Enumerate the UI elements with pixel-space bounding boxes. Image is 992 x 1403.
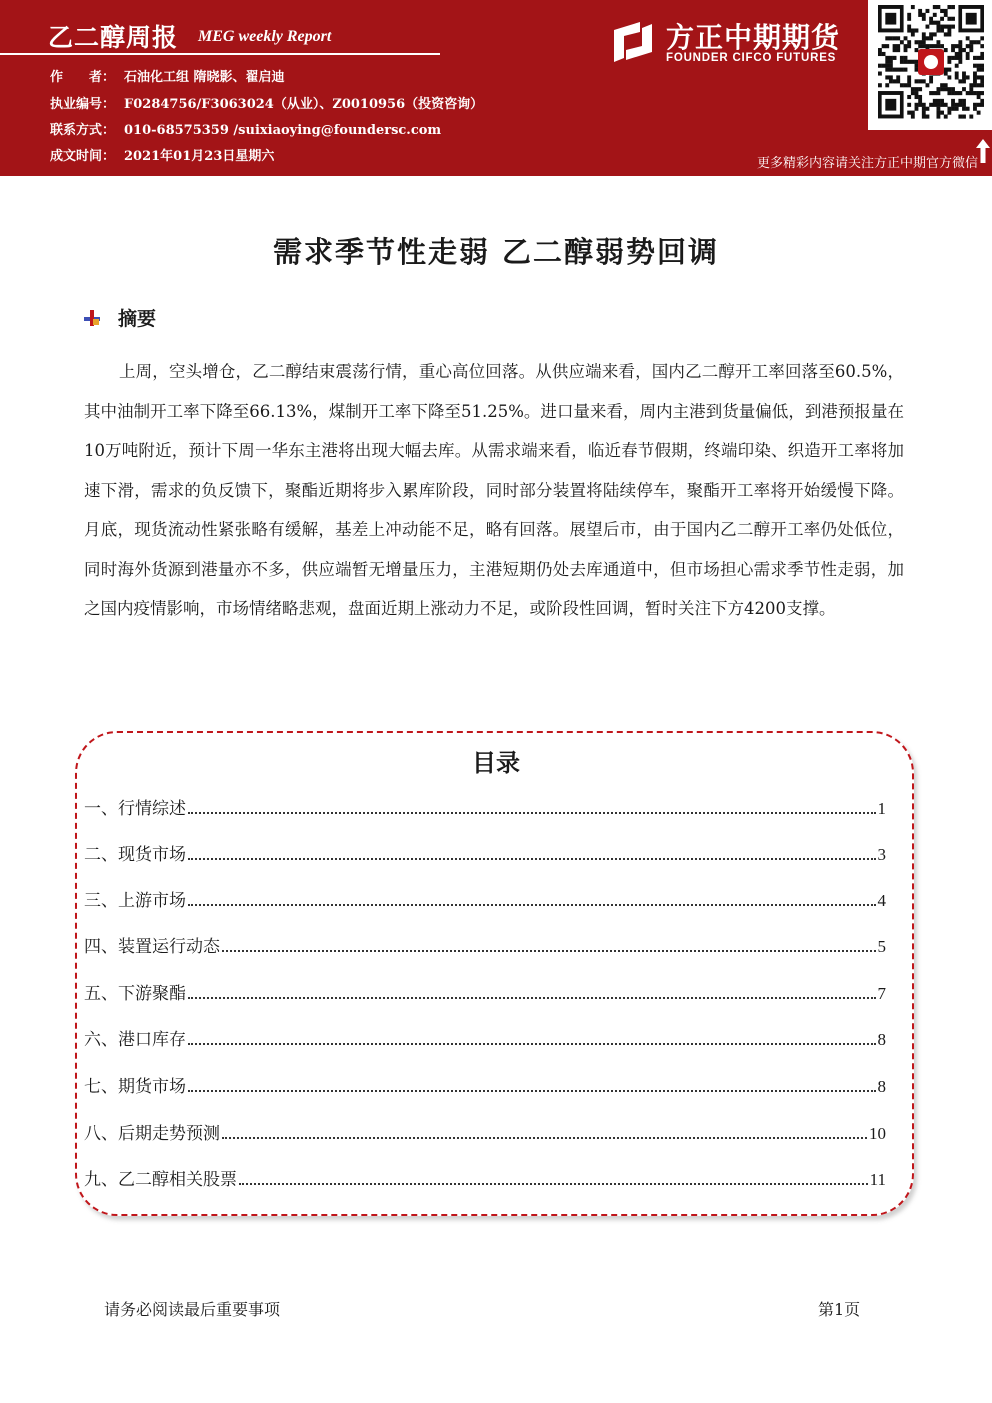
toc-item-label: 八、后期走势预测: [84, 1124, 220, 1144]
meta-date-value: 2021年01月23日星期六: [124, 149, 275, 164]
meta-date: [50, 145, 274, 164]
summary-label: 摘要: [118, 308, 157, 330]
meta-contact: [50, 119, 441, 138]
logo-english-name: FOUNDER CIFCO FUTURES: [666, 52, 837, 64]
toc-leader-dots: [188, 1042, 876, 1045]
toc-item-label: 九、乙二醇相关股票: [84, 1170, 237, 1190]
toc-item-page: 4: [877, 891, 886, 910]
toc-item[interactable]: [84, 933, 886, 957]
toc-item-page: 8: [877, 1030, 886, 1049]
summary-bullet-icon: [82, 308, 102, 328]
toc-title: 目录: [472, 749, 520, 777]
toc-item-page: 5: [877, 937, 886, 956]
toc-item-label: 一、行情综述: [84, 799, 186, 819]
toc-item-page: 10: [869, 1124, 886, 1143]
toc-item[interactable]: [84, 1073, 886, 1097]
toc-leader-dots: [239, 1182, 868, 1185]
meta-contact-value[interactable]: 010-68575359 /suixiaoying@foundersc.com: [124, 123, 442, 138]
meta-license: [50, 93, 483, 112]
report-series-subtitle: MEG weekly Report: [198, 28, 332, 45]
meta-contact-key: 联系方式：: [50, 123, 116, 138]
toc-leader-dots: [188, 903, 876, 906]
summary-paragraph: 上周，空头增仓，乙二醇结束震荡行情，重心高位回落。从供应端来看，国内乙二醇开工率回落至60.5%，其中油制开工率下降至66.13%，煤制开工率下降至51.25%。进口量来看，周内主港到货量偏低，到港预报量在10万吨附近，预计下周一华东主港将出现大幅去库。从需求端来看，临近春节假期，终端印染、织造开工率将加速下滑，需求的负反馈下，聚酯近期将步入累库阶段，同时部分装置将陆续停车，聚酯开工率将开始缓慢下降。月底，现货流动性紧张略有缓解，基差上冲动能不足，略有回落。展望后市，由于国内乙二醇开工率仍处低位，同时海外货源到港量亦不多，供应端暂无增量压力，主港短期仍处去库通道中，但市场担心需求季节性走弱，加之国内疫情影响，市场情绪略悲观，盘面近期上涨动力不足，或阶段性回调，暂时关注下方4200支撑。: [84, 362, 904, 618]
footer-page-number: 第1页: [818, 1300, 861, 1319]
toc-item[interactable]: [84, 887, 886, 911]
toc-leader-dots: [188, 857, 876, 860]
report-header: [0, 0, 992, 176]
toc-item[interactable]: [84, 1120, 886, 1144]
toc-item-page: 1: [877, 799, 886, 818]
meta-author-key: 作 者：: [50, 70, 116, 85]
wechat-qr-code[interactable]: [868, 0, 992, 130]
report-series-title: 乙二醇周报: [48, 23, 179, 52]
toc-item-page: 8: [877, 1077, 886, 1096]
toc-item[interactable]: [84, 795, 886, 819]
toc-item-label: 六、港口库存: [84, 1030, 186, 1050]
toc-item-label: 四、装置运行动态: [84, 937, 220, 957]
report-title: 需求季节性走弱 乙二醇弱势回调: [272, 235, 720, 269]
toc-item-page: 11: [869, 1170, 886, 1189]
meta-license-key: 执业编号：: [50, 97, 116, 112]
toc-item-label: 五、下游聚酯: [84, 984, 186, 1004]
toc-item-label: 七、期货市场: [84, 1077, 186, 1097]
toc-item[interactable]: [84, 1166, 886, 1190]
toc-item[interactable]: [84, 841, 886, 865]
follow-wechat-text: 更多精彩内容请关注方正中期官方微信: [756, 156, 978, 171]
founder-logo-icon: [610, 18, 656, 64]
qr-code-icon: [878, 5, 984, 119]
logo-chinese-name: 方正中期期货: [666, 21, 841, 54]
toc-item[interactable]: [84, 980, 886, 1004]
footer-notice: 请务必阅读最后重要事项: [104, 1300, 281, 1319]
toc-leader-dots: [188, 811, 876, 814]
meta-license-value: F0284756/F3063024（从业）、Z0010956（投资咨询）: [124, 97, 484, 112]
toc-leader-dots: [188, 996, 876, 999]
meta-author: [50, 66, 285, 85]
toc-item[interactable]: [84, 1026, 886, 1050]
header-divider: [0, 53, 440, 55]
toc-leader-dots: [222, 1136, 867, 1139]
toc-item-label: 二、现货市场: [84, 845, 186, 865]
toc-item-label: 三、上游市场: [84, 891, 186, 911]
company-logo: [610, 16, 860, 68]
toc-item-page: 7: [877, 984, 886, 1003]
toc-item-page: 3: [877, 845, 886, 864]
meta-date-key: 成文时间：: [50, 149, 116, 164]
toc-leader-dots: [222, 949, 876, 952]
meta-author-value: 石油化工组 隋晓影、翟启迪: [124, 70, 285, 85]
toc-leader-dots: [188, 1089, 876, 1092]
